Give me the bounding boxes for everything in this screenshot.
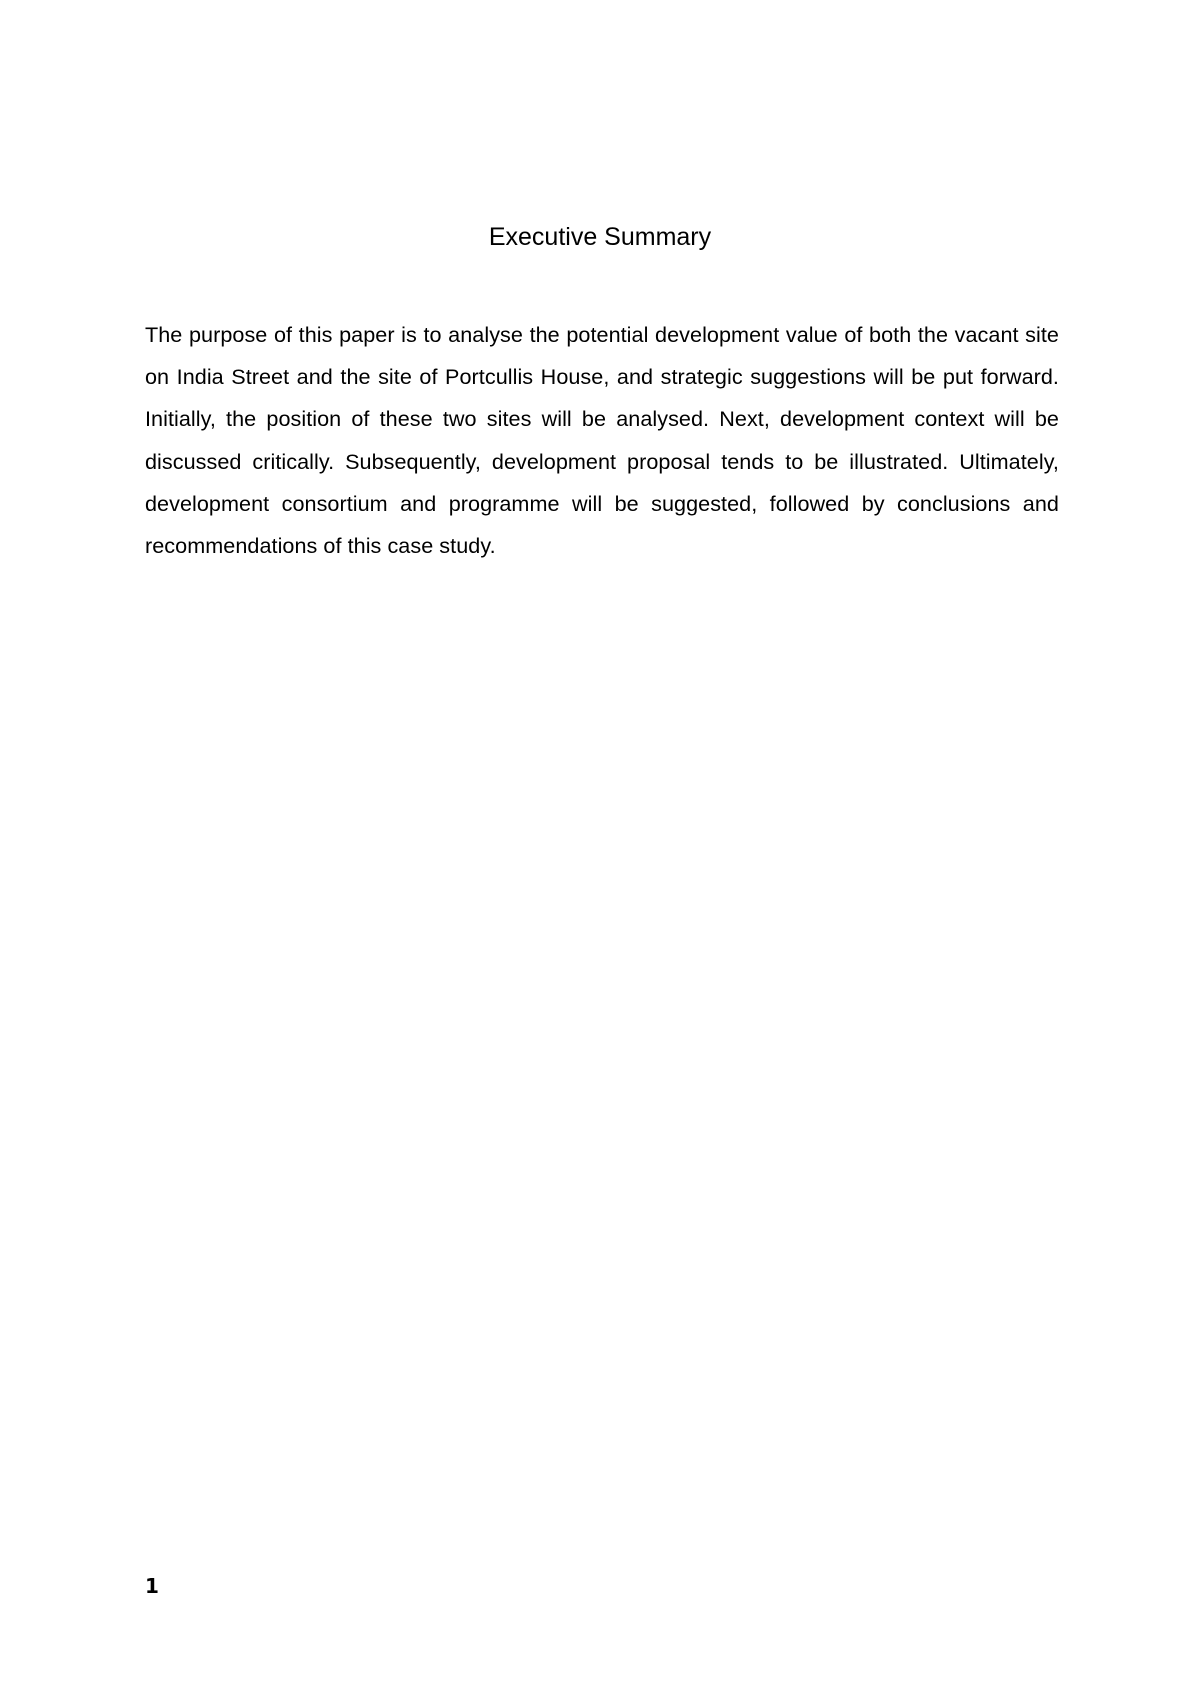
- page-title: Executive Summary: [488, 223, 712, 251]
- page-number: 1: [145, 1574, 159, 1598]
- executive-summary-paragraph: The purpose of this paper is to analyse the potential development value of both the vacant site on India Street and the site of Portcullis House, and strategic suggestions will be put forward. Initially, the position of these two sites will be analysed. Next, development context will be discussed critically. Subsequently, development proposal tends to be illustrated. Ultimately, development consortium and programme will be suggested, followed by conclusions and recommendations of this case study.: [145, 322, 1059, 559]
